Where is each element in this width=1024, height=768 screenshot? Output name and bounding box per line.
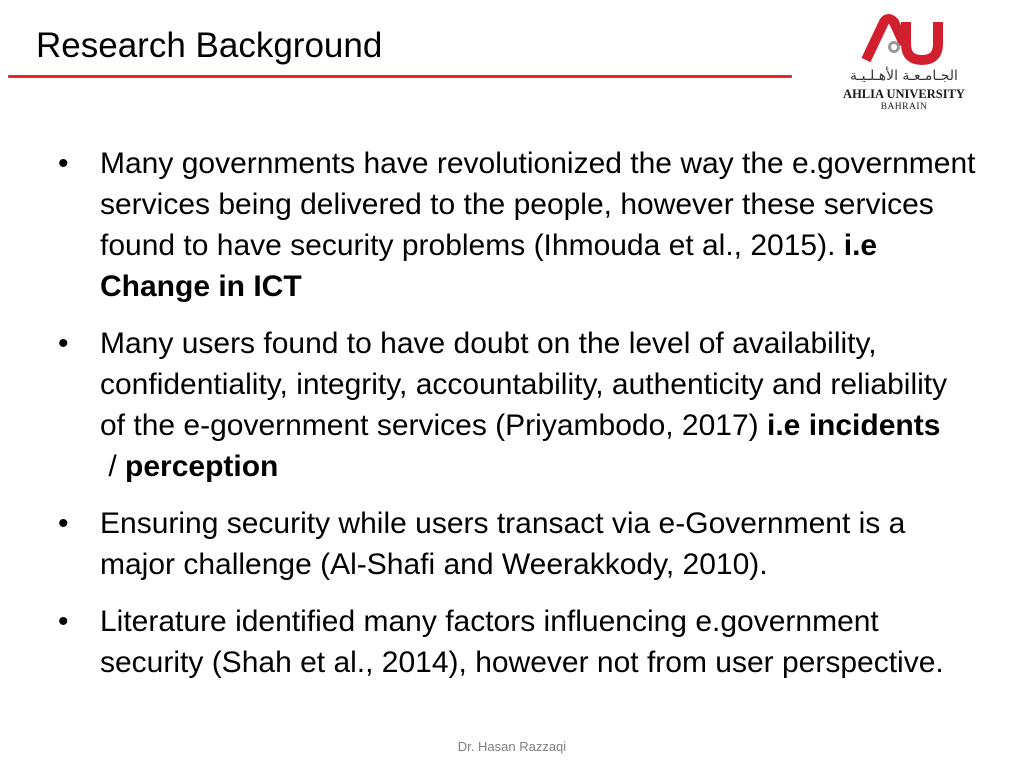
bullet-text bbox=[100, 327, 947, 483]
logo-country: BAHRAIN bbox=[880, 102, 928, 112]
bullet-item bbox=[58, 143, 978, 307]
slide-footer: Dr. Hasan Razzaqi bbox=[457, 739, 567, 754]
bullet-text: Literature identified many factors influencing e.government security (Shah et al., 2014), however not from user perspective. bbox=[100, 605, 944, 679]
bullet-emphasis: perception bbox=[125, 450, 279, 483]
ahlia-logo-icon bbox=[860, 14, 948, 66]
bullet-marker: • bbox=[58, 147, 69, 180]
university-logo bbox=[836, 12, 972, 116]
bullet-item bbox=[58, 503, 978, 585]
bullet-item bbox=[58, 323, 978, 487]
logo-english-name: AHLIA UNIVERSITY bbox=[843, 87, 965, 101]
slide-title: Research Background bbox=[36, 26, 383, 65]
bullet-marker: • bbox=[58, 605, 69, 638]
bullet-emphasis: i.e Change in ICT bbox=[100, 229, 878, 303]
bullet-marker: • bbox=[58, 327, 69, 360]
bullet-text bbox=[100, 147, 976, 303]
title-divider bbox=[8, 75, 792, 78]
logo-arabic-name: الجـامـعـة الأهـلـيـة bbox=[850, 68, 958, 84]
bullet-body: Many users found to have doubt on the level of availability, confidentiality, integrity, accountability, authenticity and reliability of the e-government services (Priyambodo, 2017) bbox=[100, 327, 948, 442]
bullet-separator: / bbox=[100, 450, 126, 483]
bullet-body: Many governments have revolutionized the way the e.government services being delivered to the people, however these services found to have security problems (Ihmouda et al., 2015). bbox=[100, 147, 976, 262]
bullet-item bbox=[58, 601, 978, 683]
bullet-marker: • bbox=[58, 507, 69, 540]
bullet-list bbox=[58, 143, 978, 699]
bullet-text: Ensuring security while users transact via e-Government is a major challenge (Al-Shafi and Weerakkody, 2010). bbox=[100, 507, 906, 581]
bullet-emphasis: i.e incidents bbox=[767, 409, 941, 442]
